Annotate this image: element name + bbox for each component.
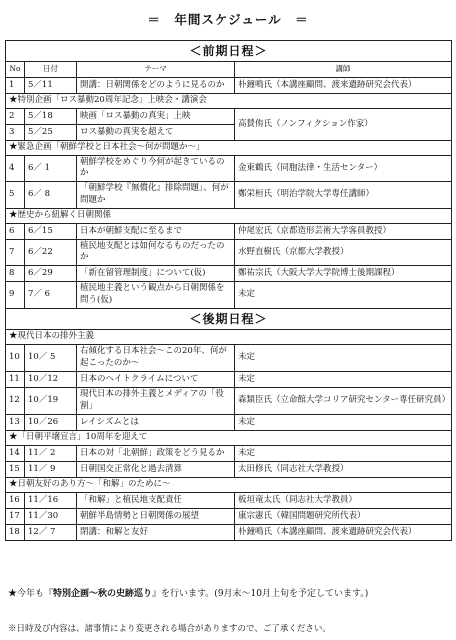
table-row <box>6 281 452 308</box>
row-date: 5／11 <box>25 78 77 94</box>
row-no: 1 <box>6 78 25 94</box>
row-theme: 映画「ロス暴動の真実」上映 <box>77 109 235 125</box>
row-theme: 朝鮮半島情勢と日朝関係の展望 <box>77 508 235 524</box>
col-header-theme: テーマ <box>77 62 235 78</box>
page-title: ＝ 年間スケジュール ＝ <box>147 12 309 27</box>
table-row <box>6 387 452 414</box>
row-no: 16 <box>6 492 25 508</box>
row-theme: ロス暴動の真実を超えて <box>77 125 235 141</box>
col-header-speaker: 講師 <box>235 62 452 78</box>
row-theme: 開講：日朝関係をどのように見るのか <box>77 78 235 94</box>
table-row <box>6 371 452 387</box>
row-no: 10 <box>6 344 25 371</box>
row-no: 14 <box>6 445 25 461</box>
row-no: 12 <box>6 387 25 414</box>
row-speaker: 朴鐘鳴氏（本講座顧問、渡来遺跡研究会代表） <box>235 78 452 94</box>
row-date: 6／ 1 <box>25 156 77 182</box>
table-row <box>6 344 452 371</box>
section-heading: ★現代日本の排外主義 <box>6 329 452 344</box>
table-row <box>6 78 452 94</box>
row-date: 11／16 <box>25 492 77 508</box>
note-suffix: 』を行います。(9月末～10月上旬を予定しています。) <box>152 589 369 599</box>
row-speaker: 朴鐘鳴氏（本講座顧問、渡来遺跡研究会代表） <box>235 524 452 540</box>
row-theme: 「新在留管理制度」について(仮) <box>77 265 235 281</box>
row-theme: 「朝鮮学校『無償化』排除問題」、何が問題か <box>77 181 235 208</box>
row-no: 5 <box>6 181 25 208</box>
row-no: 15 <box>6 461 25 477</box>
row-date: 6／ 8 <box>25 181 77 208</box>
row-speaker: 板垣竜太氏（同志社大学教員） <box>235 492 452 508</box>
table-row <box>6 445 452 461</box>
row-speaker: 未定 <box>235 414 452 430</box>
row-date: 11／ 9 <box>25 461 77 477</box>
phase-heading-second: ＜後期日程＞ <box>6 308 452 329</box>
section-heading: ★特別企画「ロス暴動20周年記念」上映会・講演会 <box>6 94 452 109</box>
row-no: 11 <box>6 371 25 387</box>
row-theme: 現代日本の排外主義とメディアの「役割」 <box>77 387 235 414</box>
row-date: 12／ 7 <box>25 524 77 540</box>
row-date: 5／25 <box>25 125 77 141</box>
row-date: 11／30 <box>25 508 77 524</box>
row-date: 11／ 2 <box>25 445 77 461</box>
row-no: 3 <box>6 125 25 141</box>
disclaimer-note: ※日時及び内容は、諸事情により変更される場合がありますので、ご了承ください。 <box>8 624 331 634</box>
row-speaker: 未定 <box>235 344 452 371</box>
row-theme: レイシズムとは <box>77 414 235 430</box>
section-heading: ★緊急企画「朝鮮学校と日本社会～何が問題か～」 <box>6 141 452 156</box>
row-speaker: 金東鶴氏（同胞法律・生活センター） <box>235 156 452 182</box>
row-speaker: 鄭栄桓氏（明治学院大学専任講師） <box>235 181 452 208</box>
row-speaker: 太田修氏（同志社大学教授） <box>235 461 452 477</box>
table-row <box>6 109 452 125</box>
row-speaker: 未定 <box>235 371 452 387</box>
section-heading: ★歴史から紐解く日朝関係 <box>6 208 452 223</box>
table-row <box>6 181 452 208</box>
table-row <box>6 223 452 239</box>
table-row <box>6 265 452 281</box>
row-date: 5／18 <box>25 109 77 125</box>
row-theme: 植民地主義という観点から日朝関係を問う(仮) <box>77 281 235 308</box>
row-date: 6／22 <box>25 239 77 265</box>
note-highlight: 特別企画～秋の史跡巡り <box>53 589 153 599</box>
row-theme: 植民地支配とは如何なるものだったのか <box>77 239 235 265</box>
row-speaker: 仲尾宏氏（京都造形芸術大学客員教授） <box>235 223 452 239</box>
row-no: 13 <box>6 414 25 430</box>
row-theme: 日本のヘイトクライムについて <box>77 371 235 387</box>
row-date: 6／15 <box>25 223 77 239</box>
row-speaker: 未定 <box>235 445 452 461</box>
table-row <box>6 414 452 430</box>
col-header-date: 日付 <box>25 62 77 78</box>
row-no: 7 <box>6 239 25 265</box>
row-date: 7／ 6 <box>25 281 77 308</box>
row-date: 10／12 <box>25 371 77 387</box>
row-theme: 日本が朝鮮支配に至るまで <box>77 223 235 239</box>
row-theme: 「和解」と植民地支配責任 <box>77 492 235 508</box>
row-speaker: 鄭祐宗氏（大阪大学大学院博士後期課程） <box>235 265 452 281</box>
row-speaker: 未定 <box>235 281 452 308</box>
section-heading: ★「日朝平壌宣言」10周年を迎えて <box>6 430 452 445</box>
autumn-tour-note <box>8 586 453 599</box>
row-no: 9 <box>6 281 25 308</box>
row-date: 10／19 <box>25 387 77 414</box>
table-row <box>6 461 452 477</box>
row-theme: 朝鮮学校をめぐり今何が起きているのか <box>77 156 235 182</box>
row-no: 2 <box>6 109 25 125</box>
row-no: 4 <box>6 156 25 182</box>
row-theme: 日朝国交正常化と過去清算 <box>77 461 235 477</box>
table-row <box>6 524 452 540</box>
row-speaker: 高賛侑氏（ノンフィクション作家） <box>235 109 452 141</box>
phase-heading-first: ＜前期日程＞ <box>6 41 452 62</box>
row-no: 18 <box>6 524 25 540</box>
col-header-no: No <box>6 62 25 78</box>
row-theme: 日本の対「北朝鮮」政策をどう見るか <box>77 445 235 461</box>
row-no: 17 <box>6 508 25 524</box>
table-row <box>6 492 452 508</box>
row-speaker: 水野直樹氏（京都大学教授） <box>235 239 452 265</box>
schedule-table <box>5 40 452 541</box>
note-prefix: ★今年も『 <box>8 589 54 599</box>
table-row <box>6 239 452 265</box>
table-row <box>6 508 452 524</box>
table-row <box>6 156 452 182</box>
row-no: 6 <box>6 223 25 239</box>
row-no: 8 <box>6 265 25 281</box>
section-heading: ★日朝友好のあり方～「和解」のために～ <box>6 477 452 492</box>
row-date: 10／26 <box>25 414 77 430</box>
row-speaker: 森類臣氏（立命館大学コリア研究センター専任研究員） <box>235 387 452 414</box>
row-date: 10／ 5 <box>25 344 77 371</box>
row-theme: 閉講：和解と友好 <box>77 524 235 540</box>
row-theme: 右傾化する日本社会～この20年、何が起こったのか～ <box>77 344 235 371</box>
row-date: 6／29 <box>25 265 77 281</box>
row-speaker: 康宗憲氏（韓国問題研究所代表） <box>235 508 452 524</box>
